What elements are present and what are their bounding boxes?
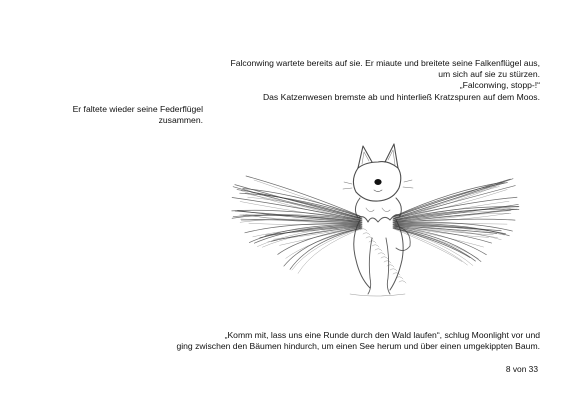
cat-fur-hatch-stroke xyxy=(390,269,397,271)
ground-stroke xyxy=(350,294,405,296)
cat-fur-hatch-stroke xyxy=(381,257,388,259)
text-line: zusammen. xyxy=(158,115,203,126)
story-paragraph-bottom xyxy=(130,330,540,352)
wing-feather-stroke xyxy=(249,224,362,242)
cat-leg-stroke xyxy=(368,238,390,294)
text-line: Falconwing wartete bereits auf sie. Er miaute und breitete seine Falkenflügel aus, xyxy=(230,58,540,68)
story-paragraph-left xyxy=(20,104,203,126)
text-line: „Komm mit, lass uns eine Runde durch den Wald laufen“, schlug Moonlight vor und xyxy=(224,330,540,340)
cat-chest-fur-stroke xyxy=(366,208,390,212)
cat-fur-hatch-stroke xyxy=(360,229,367,231)
story-paragraph-top xyxy=(120,58,540,103)
winged-cat-illustration xyxy=(200,138,560,300)
winged-cat-drawing xyxy=(200,138,560,300)
wing-feather-stroke xyxy=(284,228,362,266)
cat-fur-hatch-stroke xyxy=(369,241,376,243)
cat-fur-hatch-stroke xyxy=(378,253,385,255)
cat-fur-hatch-stroke xyxy=(387,265,394,267)
cat-fur-hatch-stroke xyxy=(399,281,406,283)
text-line: „Falconwing, stopp-!“ xyxy=(459,80,540,91)
cat-fur-hatch-stroke xyxy=(393,273,400,275)
cat-mouth-stroke xyxy=(374,190,382,192)
wing-feather-stroke xyxy=(393,190,507,220)
cat-body-stroke xyxy=(354,220,403,290)
wing-feather-stroke xyxy=(393,228,467,265)
page-number: 8 von 33 xyxy=(505,364,538,374)
text-line: ging zwischen den Bäumen hindurch, um einen See herum und über einen umgekippten Baum. xyxy=(176,341,540,352)
text-line: Er faltete wieder seine Federflügel xyxy=(72,104,203,114)
cat-fur-hatch-stroke xyxy=(372,245,379,247)
cat-fur-hatch-stroke xyxy=(363,233,370,235)
cat-fur-hatch-stroke xyxy=(384,261,391,263)
cat-fur-hatch-stroke xyxy=(375,249,382,251)
cat-nose xyxy=(374,179,381,185)
cat-fur-hatch-stroke xyxy=(396,277,403,279)
wing-feather-stroke xyxy=(240,193,362,217)
text-line: Das Katzenwesen bremste ab und hinterließ Kratzspuren auf dem Moos. xyxy=(262,91,540,102)
text-line: um sich auf sie zu stürzen. xyxy=(438,69,540,80)
